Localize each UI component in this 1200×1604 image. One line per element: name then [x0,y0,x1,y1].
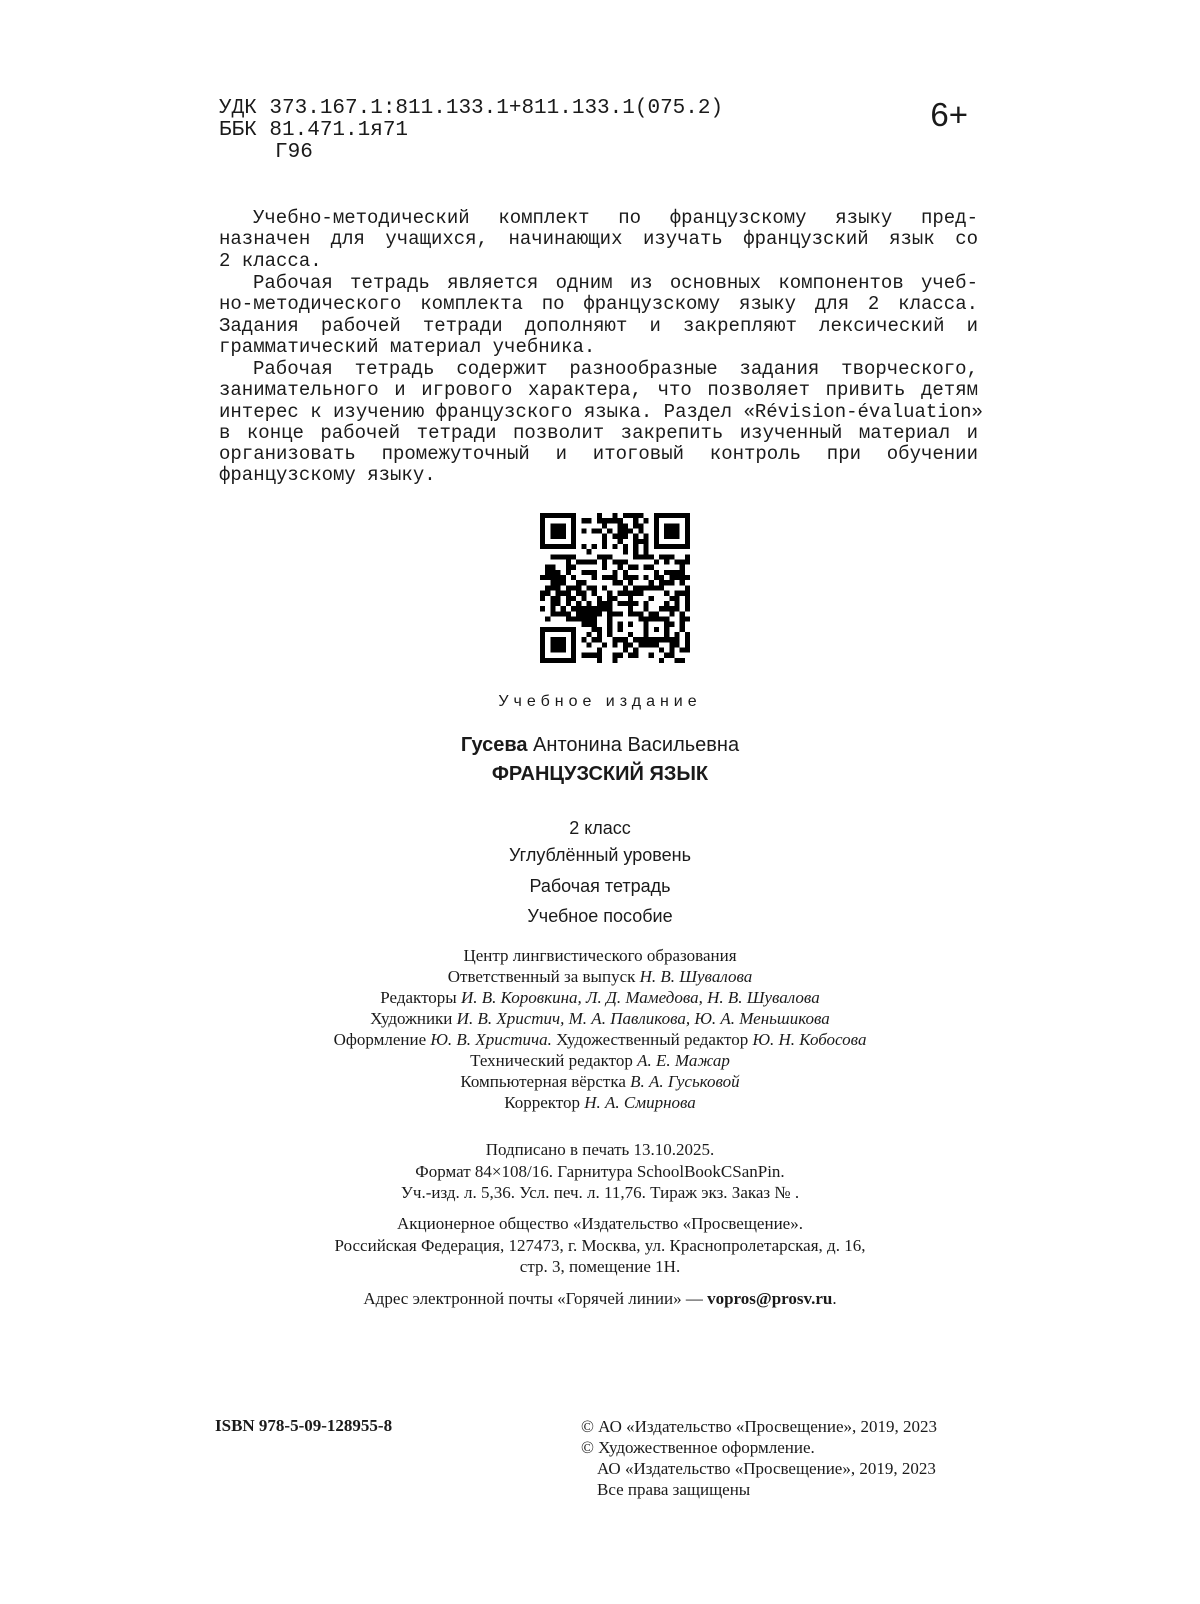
description-paragraph [219,208,978,272]
credit-role: Художники [370,1009,457,1028]
credit-line [0,1029,1200,1050]
description-line: в конце рабочей тетради позволит закрепить изученный материал и [219,421,978,444]
email-link[interactable]: vopros@prosv.ru [707,1289,833,1308]
description-line: организовать промежуточный и итоговый контроль при обучении [219,443,978,466]
book-title: ФРАНЦУЗСКИЙ ЯЗЫК [491,763,709,785]
copyright-block [581,1416,937,1500]
qr-code[interactable] [540,513,690,663]
bbk-code: ББК 81.471.1я71 [219,119,409,142]
credit-role: Редакторы [380,988,461,1007]
credit-line [0,987,1200,1008]
description-line: 2 класса. [219,249,322,272]
credit-names: И. В. Христич, М. А. Павликова, Ю. А. Меньшикова [456,1009,830,1028]
description-line: назначен для учащихся, начинающих изучать французский язык со [219,228,978,251]
author-line [0,734,1200,757]
credit-names: И. В. Коровкина, Л. Д. Мамедова, Н. В. Шувалова [460,988,820,1007]
credit-role: Центр лингвистического образования [463,946,737,965]
credit-names: Н. А. Смирнова [584,1093,696,1112]
publication-type: Рабочая тетрадь [529,876,671,896]
print-format: Формат 84×108/16. Гарнитура SchoolBookCSanPin. [415,1162,785,1181]
credit-names: В. А. Гуськовой [630,1072,740,1091]
publisher-address-cont: стр. 3, помещение 1Н. [519,1257,681,1276]
credits [0,945,1200,1113]
copyright-line: © Художественное оформление. [581,1438,815,1457]
publisher-name: Акционерное общество «Издательство «Просвещение». [397,1214,803,1233]
publication-kind: Учебное пособие [527,906,673,926]
copyright-line: © АО «Издательство «Просвещение», 2019, 2023 [581,1417,938,1436]
email-suffix: . [832,1289,837,1308]
description-line: Рабочая тетрадь содержит разнообразные задания творческого, [253,358,978,380]
email-label: Адрес электронной почты «Горячей линии» — [363,1289,708,1308]
edition-label: Учебное издание [498,693,702,710]
grade: 2 класс [569,818,631,838]
author-mark: Г96 [275,141,313,164]
credit-names: А. Е. Мажар [637,1051,730,1070]
credit-line [0,945,1200,966]
description-line: но-методического комплекта по французскому языку для 2 класса. [219,293,978,316]
credit-role: Оформление [333,1030,431,1049]
credit-line [0,1071,1200,1092]
classification-codes [219,98,723,164]
credit-names: Ю. Н. Кобосова [752,1030,867,1049]
description-line: французскому языку. [219,464,436,487]
credit-line [0,966,1200,987]
print-run: Уч.-изд. л. 5,36. Усл. печ. л. 11,76. Тираж экз. Заказ № . [400,1183,800,1202]
isbn: ISBN 978-5-09-128955-8 [215,1416,393,1435]
credit-role: Ответственный за выпуск [447,967,640,986]
description-paragraph [219,273,978,358]
description-line: занимательного и игрового характера, что позволяет привить детям [219,379,978,402]
udk-code: УДК 373.167.1:811.133.1+811.133.1(075.2) [219,97,724,120]
age-rating: 6+ [930,96,968,133]
author-given-names: Антонина Васильевна [527,734,740,756]
credit-line [0,1008,1200,1029]
description-line: Рабочая тетрадь является одним из основных компонентов учеб- [253,272,978,294]
credit-role: Корректор [504,1093,585,1112]
description-line: грамматический материал учебника. [219,335,596,358]
credit-line [0,1092,1200,1113]
copyright-line: АО «Издательство «Просвещение», 2019, 2023 [597,1459,936,1478]
description-paragraph [219,358,983,487]
level: Углублённый уровень [509,845,691,865]
copyright-line: Все права защищены [597,1480,751,1499]
description-line: интерес к изучению французского языка. Раздел «Révision-évaluation» [219,400,983,423]
print-signed: Подписано в печать 13.10.2025. [485,1140,715,1159]
author-surname: Гусева [460,734,528,756]
credit-role: Технический редактор [470,1051,638,1070]
description-line: Учебно-методический комплект по французскому языку пред- [253,207,978,229]
publisher-address: Российская Федерация, 127473, г. Москва, ул. Краснопролетарская, д. 16, [334,1236,866,1255]
credit-line [0,1050,1200,1071]
credit-names: Ю. В. Христича. [430,1030,552,1049]
credit-role: Художественный редактор [551,1030,753,1049]
hotline-email [0,1289,1200,1309]
credit-role: Компьютерная вёрстка [460,1072,631,1091]
credit-names: Н. В. Шувалова [639,967,753,986]
description-line: Задания рабочей тетради дополняют и закрепляют лексический и [219,314,978,337]
